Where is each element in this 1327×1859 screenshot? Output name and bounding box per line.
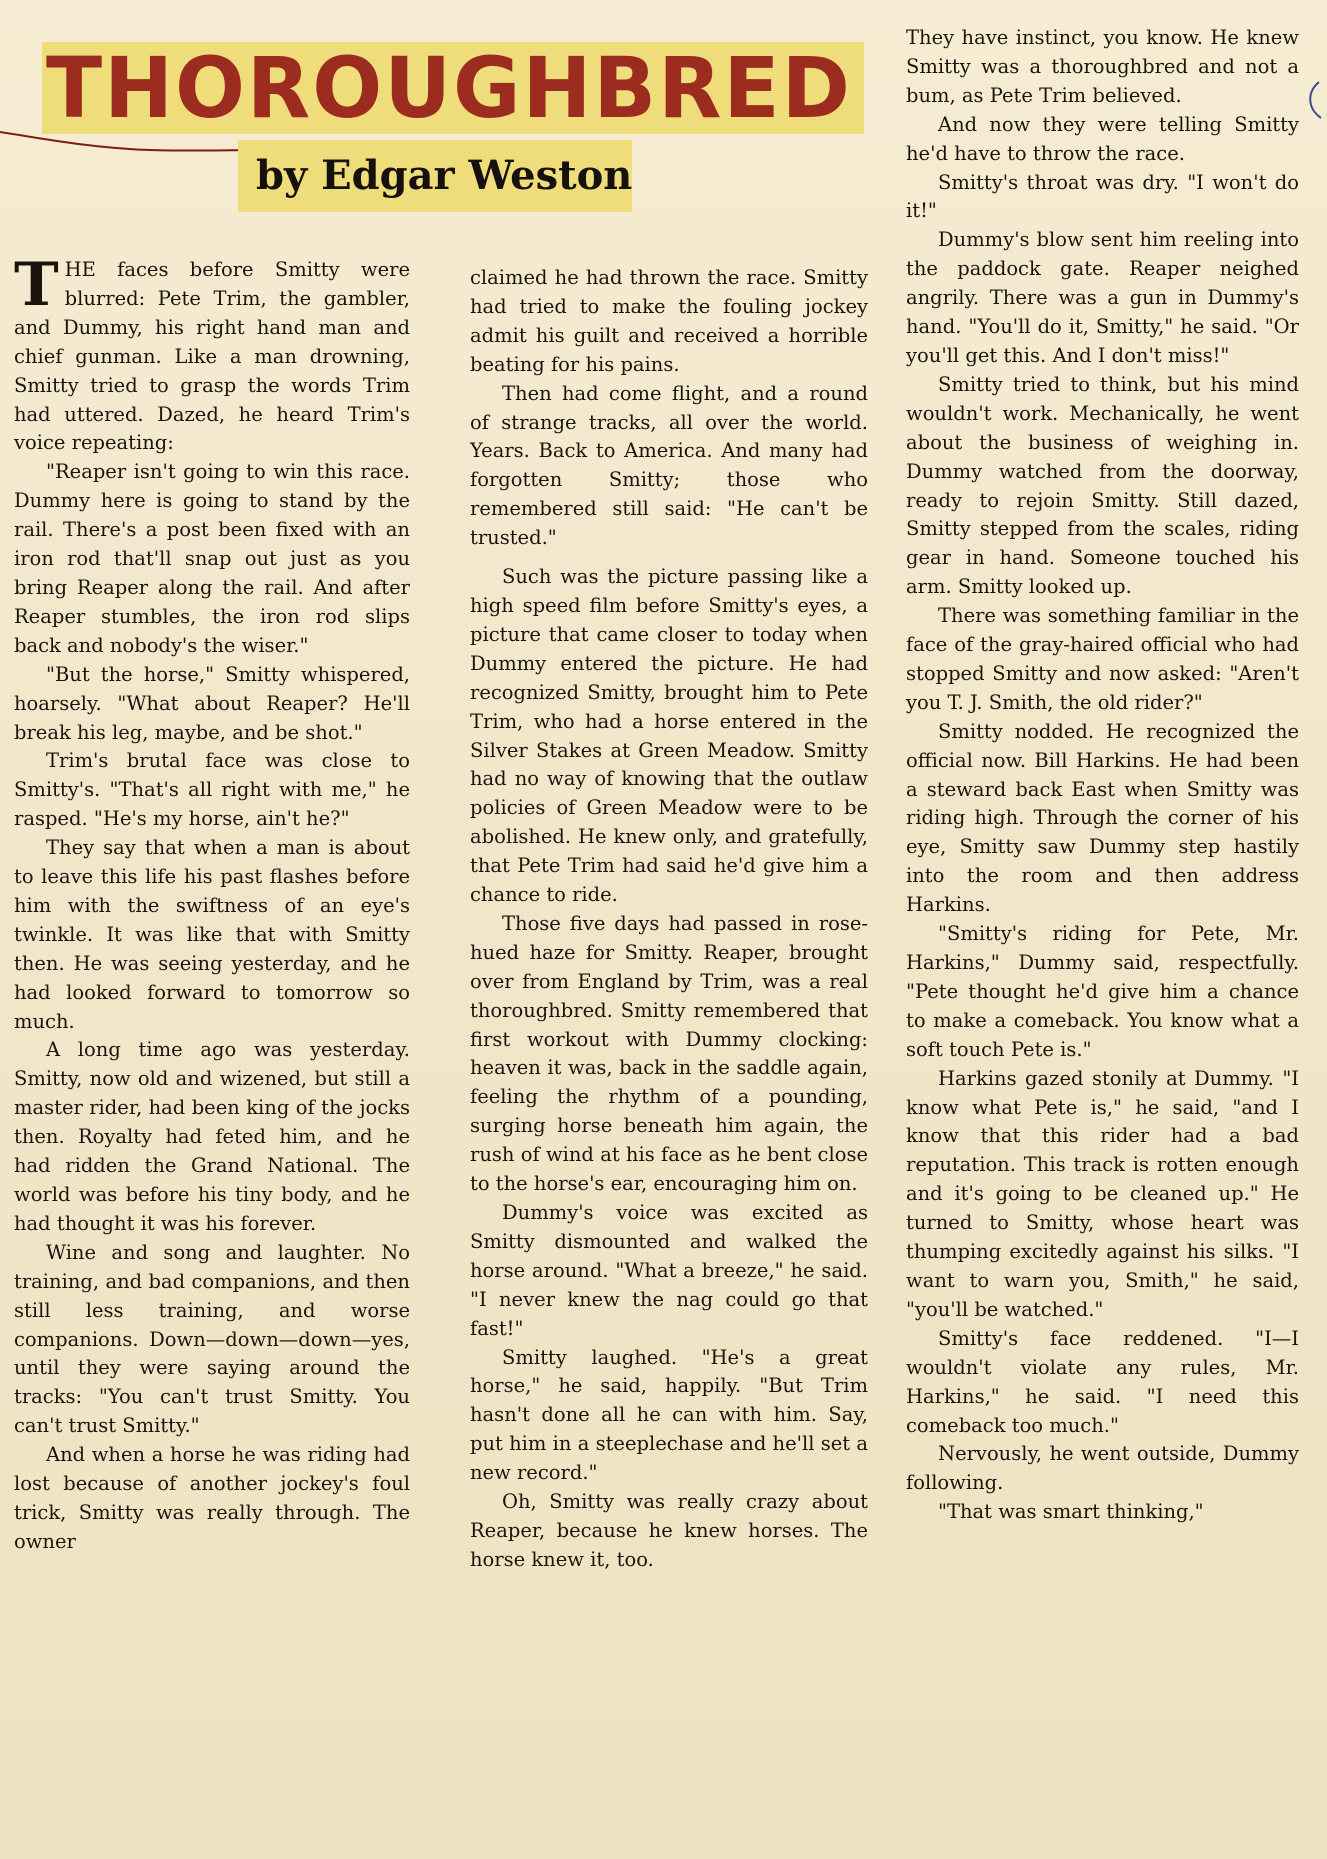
paragraph: "Reaper isn't going to win this race. Dummy here is going to stand by the rail. There's a post been fixed with an iron rod that'll snap out just as you bring Reaper along the rail. And after Reaper stumbles, the iron rod slips back and nobody's the wiser.": [14, 460, 410, 657]
paragraph: Such was the picture passing like a high speed film before Smitty's eyes, a picture that came closer to today when Dummy entered the picture. He had recognized Smitty, brought him to Pete Trim, who had a horse entered in the Silver Stakes at Green Meadow. Smitty had no way of knowing that the outlaw policies of Green Meadow were to be abolished. He knew only, and gratefully, that Pete Trim had said he'd give him a chance to ride.: [470, 565, 868, 907]
paragraph: Those five days had passed in rose-hued haze for Smitty. Reaper, brought over from England by Trim, was a real thoroughbred. Smitty remembered that first workout with Dummy clocking: heaven it was, back in the saddle again, feeling the rhythm of a pounding, surging horse beneath him again, the rush of wind at his face as he bent close to the horse's ear, encouraging him on.: [470, 911, 868, 1196]
drop-cap: T: [14, 250, 59, 320]
paragraph: Smitty laughed. "He's a great horse," he said, happily. "But Trim hasn't done all he can with him. Say, put him in a steeplechase and he'll set a new record.": [470, 1345, 868, 1485]
article-column-1: [14, 250, 410, 1557]
paragraph: "Smitty's riding for Pete, Mr. Harkins," Dummy said, respectfully. "Pete thought he'd give him a chance to make a comeback. You know what a soft touch Pete is.": [906, 922, 1299, 1061]
paragraph: Dummy's blow sent him reeling into the paddock gate. Reaper neighed angrily. There was a gun in Dummy's hand. "You'll do it, Smitty," he said. "Or you'll get this. And I don't miss!": [906, 228, 1299, 367]
paragraph: Harkins gazed stonily at Dummy. "I know what Pete is," he said, "and I know that this rider had a bad reputation. This track is rotten enough and it's going to be cleaned up." He turned to Smitty, whose heart was thumping excitedly against his silks. "I want to warn you, Smith," he said, "you'll be watched.": [906, 1066, 1299, 1321]
article-byline: by Edgar Weston: [256, 152, 633, 199]
paragraph: claimed he had thrown the race. Smitty had tried to make the fouling jockey admit his guilt and received a horrible beating for his pains.: [470, 266, 868, 376]
page-edge-mark: [1297, 80, 1327, 120]
paragraph: "That was smart thinking,": [938, 1500, 1204, 1524]
paragraph-text: HE faces before Smitty were blurred: Pete Trim, the gambler, and Dummy, his right hand man and chief gunman. Like a man drowning, Smitty tried to grasp the words Trim had uttered. Dazed, he heard Trim's voice repeating:: [14, 258, 410, 455]
paragraph: Smitty nodded. He recognized the official now. Bill Harkins. He had been a steward back East when Smitty was riding high. Through the corner of his eye, Smitty saw Dummy step hastily into the room and then address Harkins.: [906, 719, 1299, 917]
article-column-3: [906, 24, 1299, 1527]
paragraph: Trim's brutal face was close to Smitty's. "That's all right with me," he rasped. "He's my horse, ain't he?": [14, 749, 410, 831]
paragraph: Dummy's voice was excited as Smitty dismounted and walked the horse around. "What a breeze," he said. "I never knew the nag could go that fast!": [470, 1201, 868, 1340]
article-column-2: [470, 264, 868, 1575]
paragraph: "But the horse," Smitty whispered, hoarsely. "What about Reaper? He'll break his leg, maybe, and be shot.": [14, 662, 410, 744]
paragraph: They say that when a man is about to leave this life his past flashes before him with the swiftness of an eye's twinkle. It was like that with Smitty then. He was seeing yesterday, and he had looked forward to tomorrow so much.: [14, 836, 410, 1033]
paragraph: Smitty's face reddened. "I—I wouldn't violate any rules, Mr. Harkins," he said. "I need this comeback too much.": [906, 1326, 1299, 1437]
paragraph: They have instinct, you know. He knew Smitty was a thoroughbred and not a bum, as Pete Trim believed.: [906, 26, 1299, 107]
paragraph: A long time ago was yesterday. Smitty, now old and wizened, but still a master rider, had been king of the jocks then. Royalty had feted him, and he had ridden the Grand National. The world was before his tiny body, and he had thought it was his forever.: [14, 1038, 410, 1235]
paragraph: There was something familiar in the face of the gray-haired official who had stopped Smitty and now asked: "Aren't you T. J. Smith, the old rider?": [906, 604, 1299, 714]
paragraph: Smitty's throat was dry. "I won't do it!": [906, 170, 1299, 223]
paragraph: [14, 250, 410, 458]
paragraph: Then had come flight, and a round of strange tracks, all over the world. Years. Back to America. And many had forgotten Smitty; those who remembered still said: "He can't be trusted.": [470, 381, 868, 550]
paragraph: Oh, Smitty was really crazy about Reaper, because he knew horses. The horse knew it, too.: [470, 1490, 868, 1571]
paragraph: Nervously, he went outside, Dummy following.: [906, 1442, 1299, 1495]
paragraph: Smitty tried to think, but his mind wouldn't work. Mechanically, he went about the business of weighing in. Dummy watched from the doorway, ready to rejoin Smitty. Still dazed, Smitty stepped from the scales, riding gear in hand. Someone touched his arm. Smitty looked up.: [906, 372, 1299, 599]
paragraph: And when a horse he was riding had lost because of another jockey's foul trick, Smitty was really through. The owner: [14, 1443, 410, 1553]
paragraph: And now they were telling Smitty he'd have to throw the race.: [906, 112, 1299, 165]
paragraph: Wine and song and laughter. No training, and bad companions, and then still less training, and worse companions. Down—down—down—yes, until they were saying around the tracks: "You can't trust Smitty. You can't trust Smitty.": [14, 1240, 410, 1438]
article-title: THOROUGHBRED: [46, 39, 852, 137]
